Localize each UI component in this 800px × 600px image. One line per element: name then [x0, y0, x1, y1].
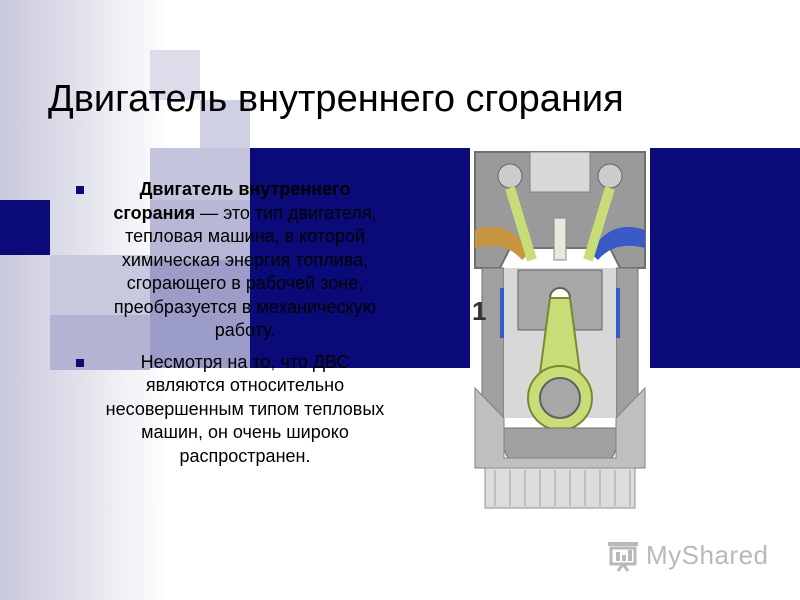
decor-square [0, 200, 50, 255]
bullet-text: Несмотря на то, что ДВС являются относительно несовершенным типом тепловых машин, он очень широко распространен. [105, 351, 385, 466]
watermark-logo [606, 538, 769, 572]
slide-title: Двигатель внутреннего сгорания [48, 78, 624, 120]
bullet-text: — это тип двигателя, тепловая машина, в которой химическая энергия топлива, сгорающего в рабочей зоне, преобразуется в механическую работу. [113, 202, 377, 340]
bullet-marker [76, 186, 84, 194]
presentation-icon [606, 538, 640, 572]
watermark-text: MyShared [646, 540, 769, 570]
bullet-note [70, 351, 390, 469]
bullet-definition [70, 178, 390, 343]
slide-body [70, 178, 390, 476]
figure-label: 1 [472, 296, 487, 326]
bullet-bold-term: Двигатель внутреннего сгорания [113, 179, 351, 223]
engine-diagram [470, 148, 650, 518]
bullet-marker [76, 359, 84, 367]
